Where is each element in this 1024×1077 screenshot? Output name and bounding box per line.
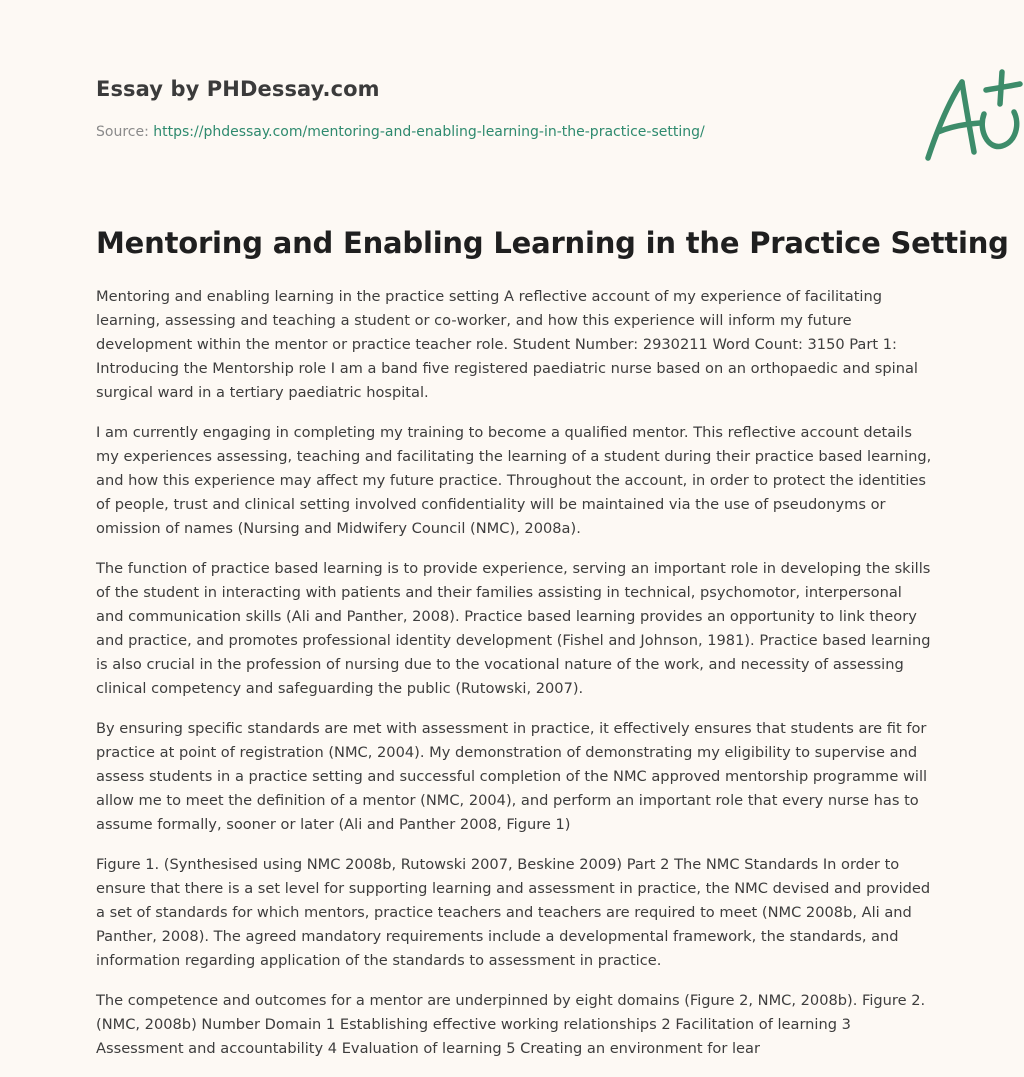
paragraph: By ensuring specific standards are met with assessment in practice, it effectively ensures that students are fit for practice at point of registration (NMC, 2004). My demonstration of demonstrating my eligibility to supervise and assess students in a practice setting and successful completion of the NMC approved mentorship programme will allow me to meet the definition of a mentor (NMC, 2004), and perform an important role that every nurse has to assume formally, sooner or later (Ali and Panther 2008, Figure 1) bbox=[96, 720, 928, 833]
paragraph: Figure 1. (Synthesised using NMC 2008b, Rutowski 2007, Beskine 2009) Part 2 The NMC Standards In order to ensure that there is a set level for supporting learning and assessment in practice, the NMC devised and provided a set of standards for which mentors, practice teachers and teachers are required to meet (NMC 2008b, Ali and Panther, 2008). The agreed mandatory requirements include a developmental framework, the standards, and information regarding application of the standards to assessment in practice. bbox=[96, 856, 931, 969]
article-body bbox=[96, 285, 932, 1077]
source-label: Source: bbox=[96, 124, 154, 140]
source-line bbox=[96, 124, 705, 140]
paragraph: The function of practice based learning is to provide experience, serving an important role in developing the skills of the student in interacting with patients and their families assisting in technical, psychomotor, interpersonal and communication skills (Ali and Panther, 2008). Practice based learning provides an opportunity to link theory and practice, and promotes professional identity development (Fishel and Johnson, 1981). Practice based learning is also crucial in the profession of nursing due to the vocational nature of the work, and necessity of assessing clinical competency and safeguarding the public (Rutowski, 2007). bbox=[96, 560, 931, 697]
a-plus-logo-icon bbox=[916, 68, 1024, 168]
paragraph: I am currently engaging in completing my training to become a qualified mentor. This reflective account details my experiences assessing, teaching and facilitating the learning of a student during their practice based learning, and how this experience may affect my future practice. Throughout the account, in order to protect the identities of people, trust and clinical setting involved confidentiality will be maintained via the use of pseudonyms or omission of names (Nursing and Midwifery Council (NMC), 2008a). bbox=[96, 424, 932, 537]
page-title: Mentoring and Enabling Learning in the Practice Setting bbox=[96, 226, 1009, 260]
paragraph: Mentoring and enabling learning in the practice setting A reflective account of my experience of facilitating learning, assessing and teaching a student or co-worker, and how this experience will inform my future development within the mentor or practice teacher role. Student Number: 2930211 Word Count: 3150 Part 1: Introducing the Mentorship role I am a band five registered paediatric nurse based on an orthopaedic and spinal surgical ward in a tertiary paediatric hospital. bbox=[96, 288, 918, 401]
source-link[interactable]: https://phdessay.com/mentoring-and-enabling-learning-in-the-practice-setting/ bbox=[153, 124, 705, 140]
paragraph: The competence and outcomes for a mentor are underpinned by eight domains (Figure 2, NMC, 2008b). Figure 2. (NMC, 2008b) Number Domain 1 Establishing effective working relationships 2 Facilitation of learning 3 Assessment and accountability 4 Evaluation of learning 5 Creating an environment for lear bbox=[96, 992, 926, 1057]
site-brand: Essay by PHDessay.com bbox=[96, 77, 380, 101]
